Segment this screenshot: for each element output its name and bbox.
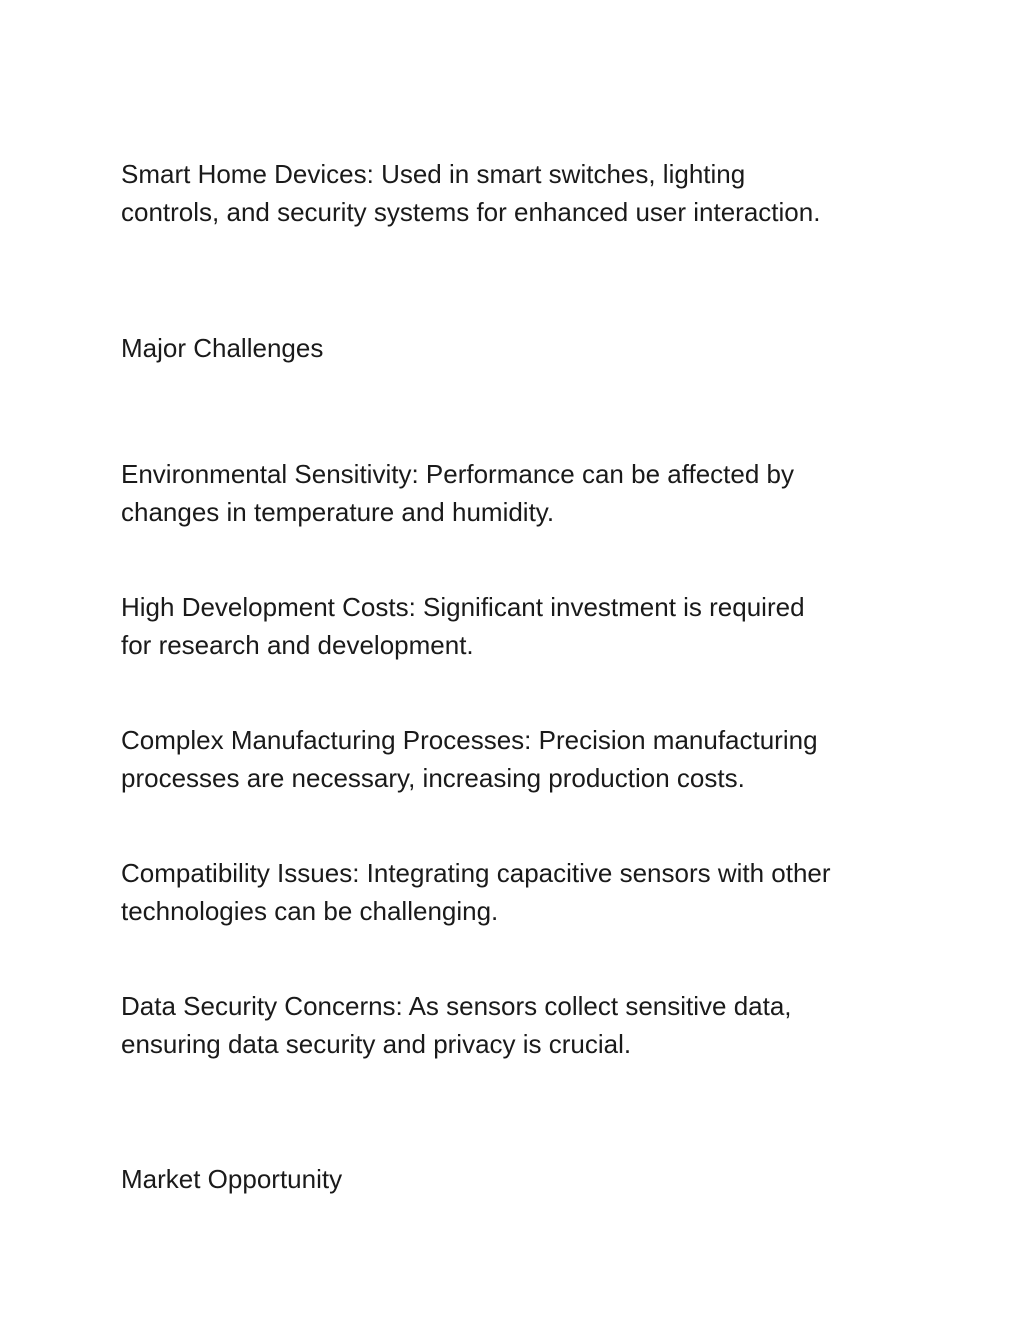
paragraph-environmental-sensitivity: Environmental Sensitivity: Performance can be affected by changes in temperature and humidity. [121, 459, 794, 527]
paragraph-complex-manufacturing: Complex Manufacturing Processes: Precision manufacturing processes are necessary, increasing production costs. [121, 725, 818, 793]
paragraph-compatibility-issues: Compatibility Issues: Integrating capacitive sensors with other technologies can be challenging. [121, 858, 831, 926]
heading-market-opportunity: Market Opportunity [121, 1164, 343, 1194]
paragraph-data-security-concerns: Data Security Concerns: As sensors collect sensitive data, ensuring data security and privacy is crucial. [121, 991, 792, 1059]
heading-major-challenges: Major Challenges [121, 333, 324, 363]
paragraph-smart-home-devices: Smart Home Devices: Used in smart switches, lighting controls, and security systems for enhanced user interaction. [121, 159, 821, 227]
paragraph-high-development-costs: High Development Costs: Significant investment is required for research and development. [121, 592, 805, 660]
